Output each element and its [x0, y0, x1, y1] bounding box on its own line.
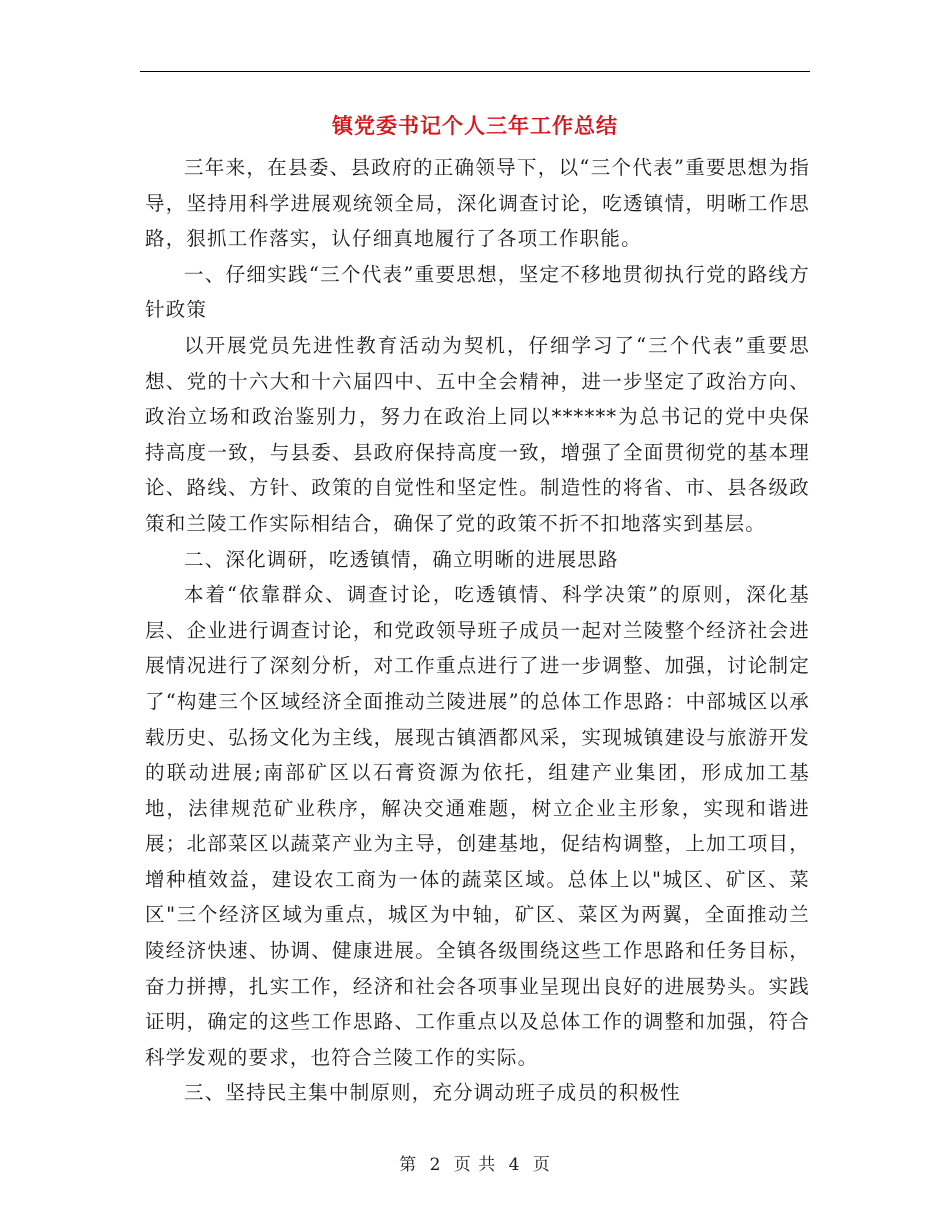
- footer-prefix: 第: [399, 1155, 418, 1175]
- section-heading-2: 二、深化调研，吃透镇情，确立明晰的进展思路: [184, 547, 619, 571]
- document-body: [145, 150, 810, 1111]
- header-rule: [140, 71, 810, 72]
- paragraph-section-2: 本着“依靠群众、调查讨论，吃透镇情、科学决策”的原则，深化基层、企业进行调查讨论，和党政领导班子成员一起对兰陵整个经济社会进展情况进行了深刻分析，对工作重点进行了进一步调整、加强，讨论制定了“构建三个区域经济全面推动兰陵进展”的总体工作思路：中部城区以承载历史、弘扬文化为主线，展现古镇酒都风采，实现城镇建设与旅游开发的联动进展;南部矿区以石膏资源为依托，组建产业集团，形成加工基地，法律规范矿业秩序，解决交通难题，树立企业主形象，实现和谐进展；北部菜区以蔬菜产业为主导，创建基地，促结构调整，上加工项目，增种植效益，建设农工商为一体的蔬菜区域。总体上以"城区、矿区、菜区"三个经济区域为重点，城区为中轴，矿区、菜区为两翼，全面推动兰陵经济快速、协调、健康进展。全镇各级围绕这些工作思路和任务目标，奋力拼搏，扎实工作，经济和社会各项事业呈现出良好的进展势头。实践证明，确定的这些工作思路、工作重点以及总体工作的调整和加强，符合科学发观的要求，也符合兰陵工作的实际。: [145, 583, 810, 1069]
- page-footer: [0, 1152, 950, 1178]
- footer-middle: 页 共: [453, 1155, 497, 1175]
- footer-suffix: 页: [532, 1155, 551, 1175]
- footer-current-page: 2: [429, 1155, 442, 1175]
- section-heading-3: 三、坚持民主集中制原则，充分调动班子成员的积极性: [184, 1081, 681, 1105]
- footer-total-pages: 4: [508, 1155, 521, 1175]
- section-heading-1: 一、仔细实践“三个代表”重要思想，坚定不移地贯彻执行党的路线方针政策: [145, 262, 810, 322]
- paragraph-intro: 三年来，在县委、县政府的正确领导下，以“三个代表”重要思想为指导，坚持用科学进展观统领全局，深化调查讨论，吃透镇情，明晰工作思路，狠抓工作落实，认仔细真地履行了各项工作职能。: [145, 156, 810, 251]
- paragraph-section-1: 以开展党员先进性教育活动为契机，仔细学习了“三个代表”重要思想、党的十六大和十六届四中、五中全会精神，进一步坚定了政治方向、政治立场和政治鉴别力，努力在政治上同以******为总书记的党中央保持高度一致，与县委、县政府保持高度一致，增强了全面贯彻党的基本理论、路线、方针、政策的自觉性和坚定性。制造性的将省、市、县各级政策和兰陵工作实际相结合，确保了党的政策不折不扣地落实到基层。: [145, 333, 810, 535]
- document-title: 镇党委书记个人三年工作总结: [332, 113, 618, 138]
